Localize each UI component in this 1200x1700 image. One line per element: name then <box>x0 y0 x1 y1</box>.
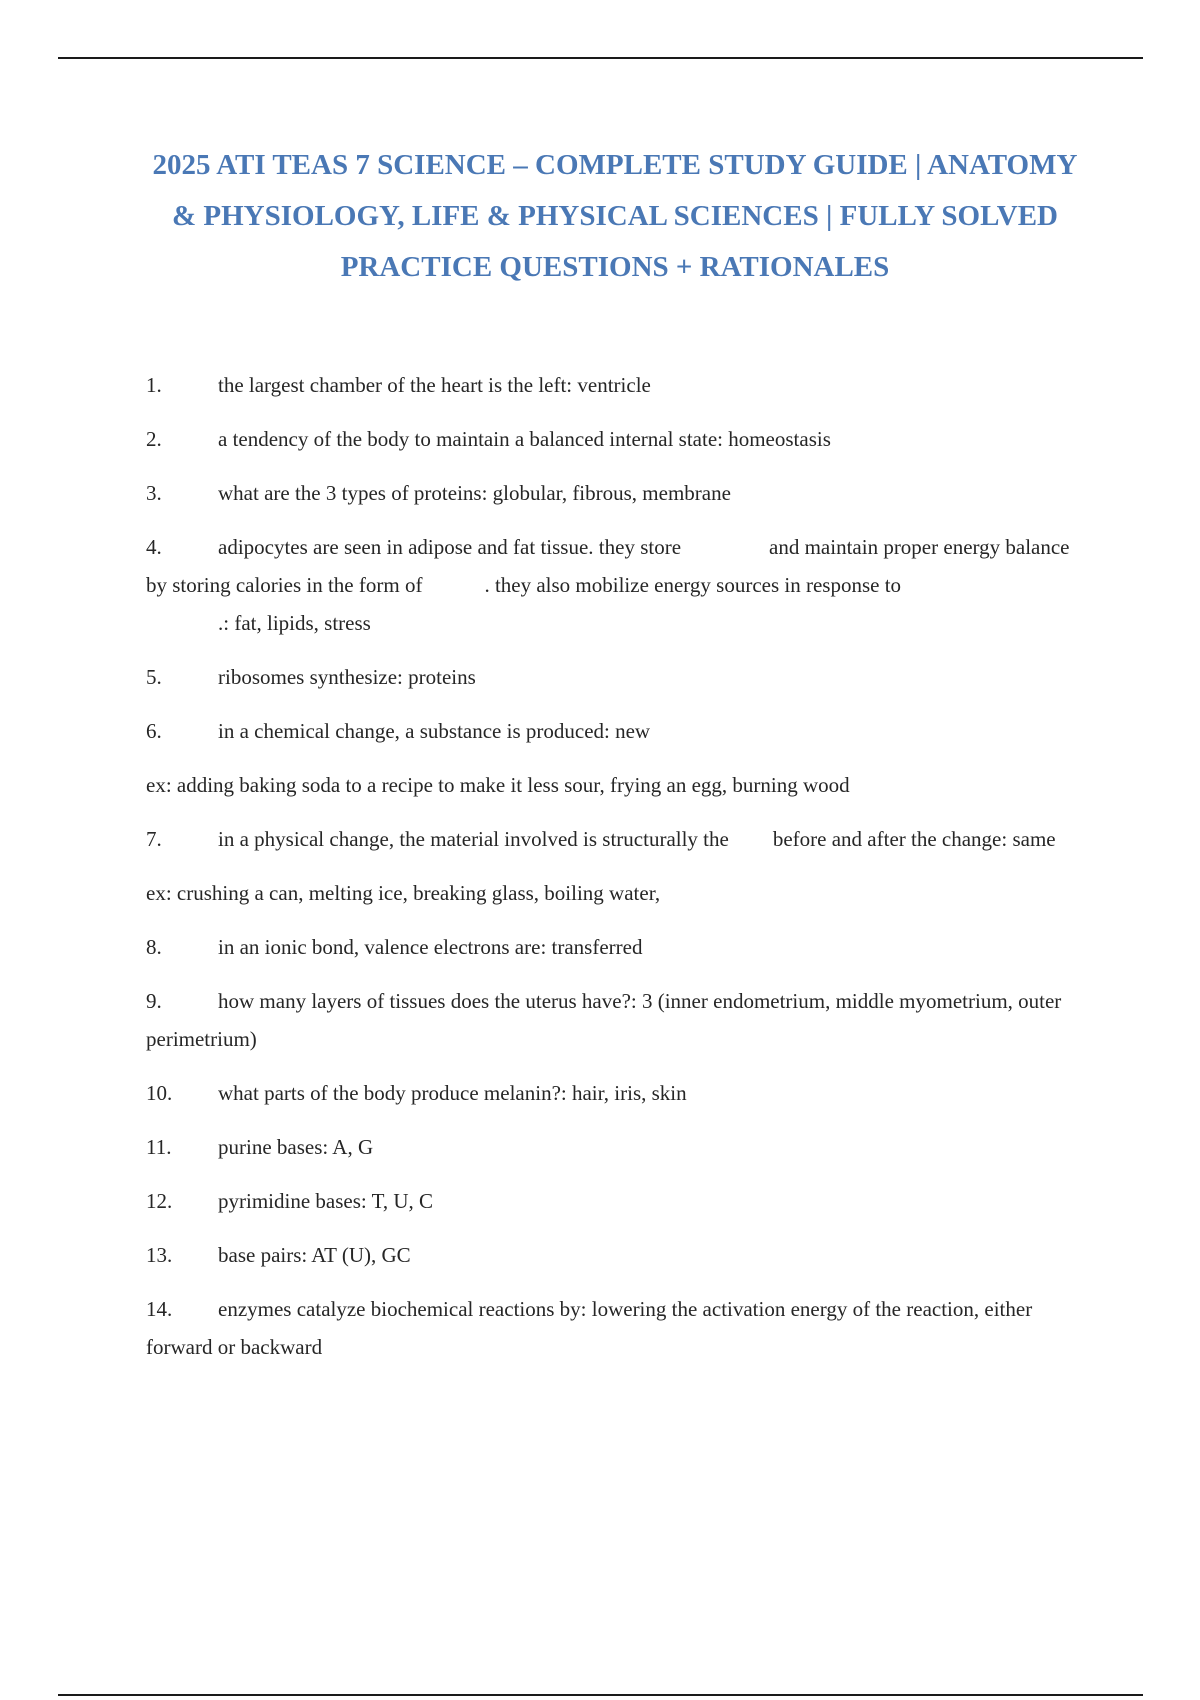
item-text: .: fat, lipids, stress <box>218 611 371 635</box>
list-item <box>146 528 1086 642</box>
item-number: 9. <box>146 989 162 1013</box>
bottom-divider <box>58 1694 1143 1696</box>
item-text: in a physical change, the material involved is structurally the <box>218 827 729 851</box>
item-number: 13. <box>146 1243 173 1267</box>
item-number: 3. <box>146 481 162 505</box>
example-text: ex: adding baking soda to a recipe to make it less sour, frying an egg, burning wood <box>146 773 850 797</box>
list-item <box>146 474 1086 512</box>
item-text: what parts of the body produce melanin?: hair, iris, skin <box>218 1081 687 1105</box>
item-number: 7. <box>146 827 162 851</box>
item-number: 10. <box>146 1081 173 1105</box>
item-text: . they also mobilize energy sources in response to <box>484 573 902 597</box>
item-number: 11. <box>146 1135 172 1159</box>
list-item <box>146 1128 1086 1166</box>
document-title: 2025 ATI TEAS 7 SCIENCE – COMPLETE STUDY GUIDE | ANATOMY & PHYSIOLOGY, LIFE & PHYSICAL SCIENCES | FULLY SOLVED PRACTICE QUESTIONS + RATIONALES <box>152 149 1078 283</box>
top-divider <box>58 57 1143 59</box>
list-item <box>146 820 1086 858</box>
item-number: 5. <box>146 665 162 689</box>
item-text: the largest chamber of the heart is the left: ventricle <box>218 373 651 397</box>
list-item <box>146 1182 1086 1220</box>
item-text: what are the 3 types of proteins: globular, fibrous, membrane <box>218 481 731 505</box>
list-item <box>146 928 1086 966</box>
list-item <box>146 1236 1086 1274</box>
item-text: enzymes catalyze biochemical reactions by: lowering the activation energy of the reaction, either forward or backward <box>146 1297 1033 1359</box>
item-text: how many layers of tissues does the uterus have?: 3 (inner endometrium, middle myometrium, outer perimetrium) <box>146 989 1062 1051</box>
list-item <box>146 1074 1086 1112</box>
item-text: purine bases: A, G <box>218 1135 374 1159</box>
item-text: in an ionic bond, valence electrons are: transferred <box>218 935 643 959</box>
item-text: before and after the change: same <box>772 827 1056 851</box>
example-line <box>146 874 1086 912</box>
item-text: a tendency of the body to maintain a balanced internal state: homeostasis <box>218 427 831 451</box>
list-item <box>146 1290 1086 1366</box>
item-number: 12. <box>146 1189 173 1213</box>
list-item <box>146 420 1086 458</box>
item-number: 4. <box>146 535 162 559</box>
list-item <box>146 982 1086 1058</box>
item-text: and maintain proper energy balance by storing calories in the form of <box>146 535 1070 597</box>
list-item <box>146 366 1086 404</box>
item-text: in a chemical change, a substance is produced: new <box>218 719 651 743</box>
item-text: ribosomes synthesize: proteins <box>218 665 476 689</box>
list-item <box>146 658 1086 696</box>
item-number: 1. <box>146 373 162 397</box>
example-text: ex: crushing a can, melting ice, breaking glass, boiling water, <box>146 881 661 905</box>
item-text: adipocytes are seen in adipose and fat tissue. they store <box>218 535 682 559</box>
question-list <box>146 366 1086 1382</box>
item-number: 2. <box>146 427 162 451</box>
item-number: 14. <box>146 1297 173 1321</box>
item-text: base pairs: AT (U), GC <box>218 1243 411 1267</box>
item-number: 8. <box>146 935 162 959</box>
item-text: pyrimidine bases: T, U, C <box>218 1189 434 1213</box>
list-item <box>146 712 1086 750</box>
example-line <box>146 766 1086 804</box>
item-number: 6. <box>146 719 162 743</box>
